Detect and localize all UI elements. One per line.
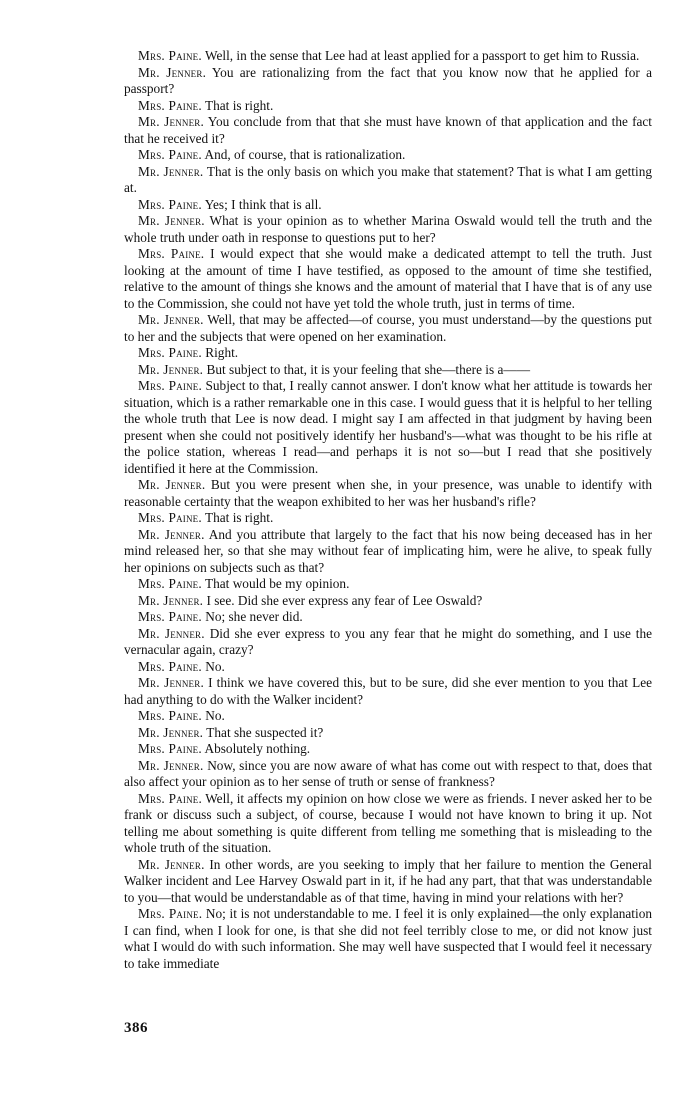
statement-text: Now, since you are now aware of what has come out with respect to that, does that also affect your opinion as to her sense of truth or sense of frankness?: [124, 757, 653, 789]
statement-text: No.: [205, 658, 225, 674]
statement-text: You conclude from that that she must have known of that application and the fact that he received it?: [124, 114, 653, 146]
testimony-paragraph: [124, 98, 652, 115]
speaker-label: Mr. Jenner.: [138, 592, 204, 608]
statement-text: But you were present when she, in your presence, was unable to identify with reasonable certainty that the weapon exhibited to her was her husband's rifle?: [124, 477, 652, 509]
testimony-paragraph: [124, 197, 652, 214]
testimony-paragraph: [124, 213, 652, 246]
speaker-label: Mr. Jenner.: [138, 675, 204, 690]
speaker-label: Mrs. Paine.: [138, 510, 202, 525]
testimony-paragraph: [124, 312, 652, 345]
speaker-label: Mrs. Paine.: [138, 147, 202, 162]
speaker-label: Mr. Jenner.: [138, 757, 204, 773]
statement-text: But subject to that, it is your feeling that she—there is a——: [206, 361, 530, 377]
speaker-label: Mrs. Paine.: [138, 609, 202, 624]
testimony-paragraph: [124, 593, 652, 610]
testimony-paragraph: [124, 378, 652, 477]
testimony-paragraph: [124, 758, 652, 791]
speaker-label: Mrs. Paine.: [138, 576, 202, 591]
speaker-label: Mrs. Paine.: [138, 345, 202, 360]
testimony-paragraph: [124, 65, 652, 98]
testimony-paragraph: [124, 659, 652, 676]
testimony-paragraph: [124, 857, 652, 907]
statement-text: No; it is not understandable to me. I feel it is only explained—the only explanation I can find, when I look for one, is that she did not feel terribly close to me, or did not know just what I would do with such information. She may well have suspected that I would feel it necessary to take immediate: [124, 906, 652, 971]
page-number: 386: [124, 1020, 148, 1036]
statement-text: Well, in the sense that Lee had at least applied for a passport to get him to Russia.: [205, 48, 640, 63]
statement-text: And you attribute that largely to the fact that his now being deceased has in her mind released her, so that she may without fear of implicating him, were he alive, to speak fully her opinions on subjects such as that?: [124, 526, 652, 575]
speaker-label: Mrs. Paine.: [138, 741, 202, 756]
testimony-paragraph: [124, 576, 652, 593]
statement-text: That would be my opinion.: [205, 576, 350, 591]
testimony-paragraph: [124, 477, 652, 510]
speaker-label: Mrs. Paine.: [138, 97, 202, 113]
statement-text: And, of course, that is rationalization.: [204, 147, 406, 162]
testimony-paragraph: [124, 626, 652, 659]
statement-text: In other words, are you seeking to imply that her failure to mention the General Walker incident and Lee Harvey Oswald part in it, if he had any part, that that was understandable to you—that would be understandable as of that time, having in mind your relations with her?: [124, 856, 652, 905]
statement-text: What is your opinion as to whether Marina Oswald would tell the truth and the whole truth under oath in response to questions put to her?: [124, 213, 652, 245]
statement-text: Well, it affects my opinion on how close we were as friends. I never asked her to be frank or discuss such a subject, of course, because I would not have known to bring it up. Not telling me about something is quite different from telling me something that is misleading to the whole truth of the situation.: [124, 790, 652, 855]
testimony-paragraph: [124, 362, 652, 379]
speaker-label: Mrs. Paine.: [138, 906, 203, 921]
testimony-paragraph: [124, 609, 652, 626]
statement-text: I think we have covered this, but to be sure, did she ever mention to you that Lee had anything to do with the Walker incident?: [124, 675, 653, 707]
statement-text: Did she ever express to you any fear that he might do something, and I use the vernacular again, crazy?: [124, 625, 653, 657]
statement-text: Well, that may be affected—of course, you must understand—by the questions put to her and the subjects that were opened on her examination.: [124, 312, 652, 344]
statement-text: I see. Did she ever express any fear of Lee Oswald?: [206, 592, 483, 608]
speaker-label: Mr. Jenner.: [138, 361, 204, 377]
testimony-paragraph: [124, 527, 652, 577]
speaker-label: Mr. Jenner.: [138, 114, 205, 129]
statement-text: No; she never did.: [205, 609, 303, 624]
speaker-label: Mrs. Paine.: [138, 790, 202, 806]
speaker-label: Mr. Jenner.: [138, 213, 205, 228]
statement-text: That is right.: [205, 510, 274, 525]
speaker-label: Mrs. Paine.: [138, 658, 202, 674]
statement-text: Yes; I think that is all.: [204, 196, 322, 212]
statement-text: Right.: [205, 345, 239, 360]
speaker-label: Mr. Jenner.: [138, 163, 204, 179]
speaker-label: Mr. Jenner.: [138, 64, 207, 80]
statement-text: That she suspected it?: [206, 724, 324, 740]
testimony-paragraph: [124, 48, 652, 65]
statement-text: No.: [205, 708, 225, 723]
speaker-label: Mr. Jenner.: [138, 312, 204, 327]
speaker-label: Mr. Jenner.: [138, 625, 205, 641]
testimony-paragraph: [124, 675, 652, 708]
testimony-paragraph: [124, 164, 652, 197]
speaker-label: Mrs. Paine.: [138, 708, 202, 723]
testimony-paragraph: [124, 791, 652, 857]
speaker-label: Mrs. Paine.: [138, 196, 202, 212]
statement-text: I would expect that she would make a dedicated attempt to tell the truth. Just looking at the amount of time I have testified, as opposed to the amount of time she testified, relative to the amount of things she knows and the amount of material that I have that is of any use to the Commission, she could not have yet told the whole truth, just in terms of time.: [124, 246, 652, 311]
testimony-paragraph: [124, 708, 652, 725]
testimony-paragraph: [124, 906, 652, 972]
speaker-label: Mr. Jenner.: [138, 856, 205, 872]
speaker-label: Mrs. Paine.: [138, 378, 203, 393]
testimony-paragraph: [124, 246, 652, 312]
speaker-label: Mrs. Paine.: [138, 246, 205, 261]
speaker-label: Mr. Jenner.: [138, 526, 205, 542]
testimony-transcript: [124, 48, 652, 972]
testimony-paragraph: [124, 510, 652, 527]
statement-text: Absolutely nothing.: [204, 741, 311, 756]
statement-text: That is right.: [205, 97, 274, 113]
testimony-paragraph: [124, 147, 652, 164]
statement-text: Subject to that, I really cannot answer. I don't know what her attitude is towards her situation, which is a rather remarkable one in this case. I would guess that it is helpful to her telling the whole truth that Lee is now dead. I might say I am affected in that judgment by having been present when she could not positively identify her husband's—what was thought to be his rifle at the police station, whereas I read—and perhaps it is not so—but I read that she positively identified it here at the Commission.: [124, 378, 652, 476]
statement-text: That is the only basis on which you make that statement? That is what I am getting at.: [124, 163, 652, 195]
testimony-paragraph: [124, 725, 652, 742]
speaker-label: Mrs. Paine.: [138, 48, 202, 63]
testimony-paragraph: [124, 741, 652, 758]
speaker-label: Mr. Jenner.: [138, 477, 206, 492]
statement-text: You are rationalizing from the fact that you know now that he applied for a passport?: [124, 64, 653, 96]
speaker-label: Mr. Jenner.: [138, 724, 204, 740]
testimony-paragraph: [124, 114, 652, 147]
testimony-paragraph: [124, 345, 652, 362]
